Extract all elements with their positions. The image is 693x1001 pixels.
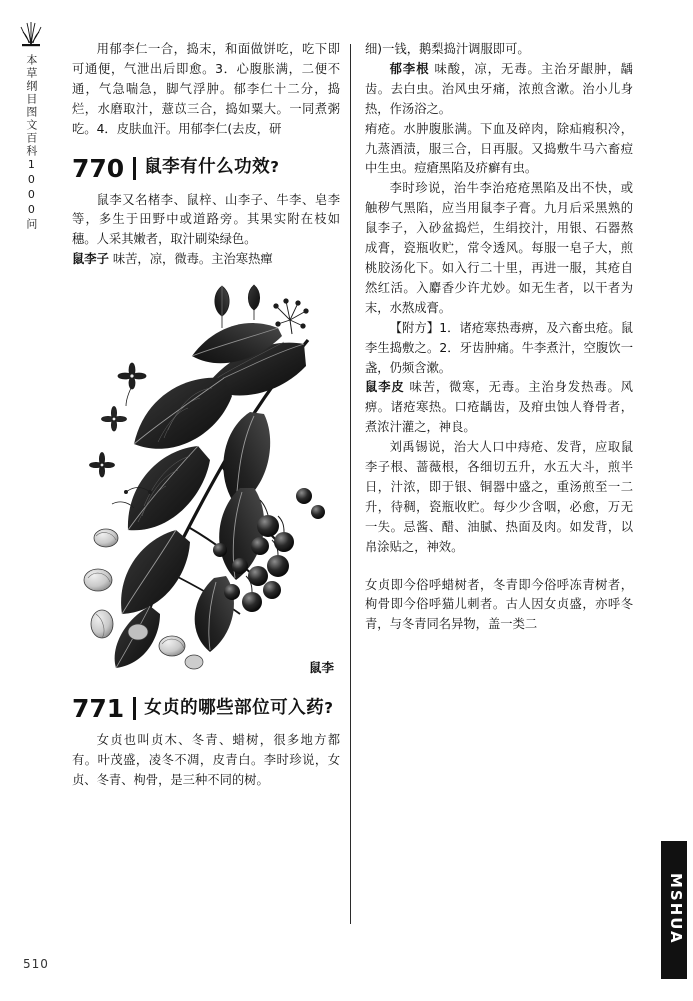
left-column xyxy=(72,40,340,791)
question-number: 770 xyxy=(72,153,125,183)
question-title: 鼠李有什么功效? xyxy=(144,157,280,178)
page-number: 510 xyxy=(23,957,49,971)
spine-title: 本草纲目图文百科1000问 xyxy=(24,54,38,231)
paragraph: 刘禹锡说，治大人口中痔疮、发背，应取鼠李子根、蔷薇根，各细切五升，水五大斗，煎半日，汁浓，即于银、铜器中盛之，重汤煎至一二升，待稠，瓷瓶收贮。每少少含咽，必愈，万无一失。忌酱、醋、油腻、热面及肉。如发背，以帛涂贴之，神效。 xyxy=(365,440,633,554)
herb-text: 味苦，凉，微毒。主治寒热癉 xyxy=(112,252,273,267)
paragraph: 女贞也叫贞木、冬青、蜡树，很多地方都有。叶茂盛，凌冬不凋，皮青白。李时珍说，女贞、冬青、枸骨，是三种不同的树。 xyxy=(72,733,340,787)
paragraph: 用郁李仁一合，捣末，和面做饼吃，吃下即可通便，气泄出后即愈。3．心腹胀满，二便不通，气急喘急，脚气浮肿。郁李仁十二分，捣烂，水磨取汁，薏苡三合，捣如粟大。一同煮粥吃。4．皮肤血汗。用郁李仁(去皮，研 xyxy=(72,42,340,136)
paragraph: 女贞即今俗呼蜡树者，冬青即今俗呼冻青树者，枸骨即今俗呼猫儿刺者。古人因女贞盛，亦呼冬青，与冬青同名异物，盖一类二 xyxy=(365,577,633,632)
herb-text: 味酸，凉，无毒。主治牙龈肿，龋齿。去白虫。治风虫牙痛，浓煎含漱。治小儿身热，作汤浴之。 xyxy=(365,61,633,116)
heading-rule xyxy=(133,157,136,180)
herb-entry xyxy=(365,60,633,120)
question-heading-770 xyxy=(72,153,340,183)
herb-name: 郁李根 xyxy=(389,61,430,76)
watermark: MSHUA xyxy=(661,841,687,979)
herb-entry xyxy=(72,250,340,270)
right-column xyxy=(365,40,633,635)
herb-name: 鼠李皮 xyxy=(365,380,405,395)
paragraph: 李时珍说，治牛李治疮疮黑陷及出不快，或触秽气黑陷，应当用鼠李子膏。九月后采黑熟的鼠李子，入砂盆捣烂，生绢挍汁，用银、石器熬成膏，瓷瓶收贮，常令透风。每服一皂子大，煎桃胶汤化下。如入行二十里，再进一服，其疮自然红活。入麝香少许尤妙。如无生者，以干者为末，水熬成膏。 xyxy=(365,181,633,315)
paragraph: 细)一钱，鹅梨捣汁调服即可。 xyxy=(365,42,530,56)
plant-drawing xyxy=(72,280,340,680)
herb-text: 味苦，微寒，无毒。主治身发热毒。风痹。诸疮寒热。口疮龋齿，及疳虫蚀人脊骨者，煮浓汁灌之，神良。 xyxy=(365,380,633,435)
grass-emblem-icon xyxy=(16,18,46,48)
paragraph: 鼠李又名楮李、鼠梓、山李子、牛李、皂李等，多生于田野中或道路旁。其果实附在枝如穗。人采其嫩者，取汁刷染绿色。 xyxy=(72,192,340,247)
herb-entry xyxy=(365,378,633,438)
herb-name: 鼠李子 xyxy=(72,252,109,267)
column-divider xyxy=(350,44,351,924)
heading-rule xyxy=(133,697,136,720)
question-number: 771 xyxy=(72,694,125,724)
spine xyxy=(14,18,48,238)
paragraph: 痏疮。水肿腹胀满。下血及碎肉，除疝瘕积冷，九蒸酒渍，服三合，日再服。又捣敷牛马六畜痘中生虫。痘瘡黑陷及疥癣有虫。 xyxy=(365,121,633,176)
question-heading-771 xyxy=(72,694,340,724)
paragraph: 【附方】1．诸疮寒热毒痹，及六畜虫疮。鼠李生捣敷之。2．牙齿肿痛。牛李煮汁，空腹饮一盏，仍频含漱。 xyxy=(365,320,633,375)
question-title: 女贞的哪些部位可入药? xyxy=(144,697,334,718)
figure-caption: 鼠李 xyxy=(308,659,334,675)
shuli-plant-illustration xyxy=(72,280,340,680)
